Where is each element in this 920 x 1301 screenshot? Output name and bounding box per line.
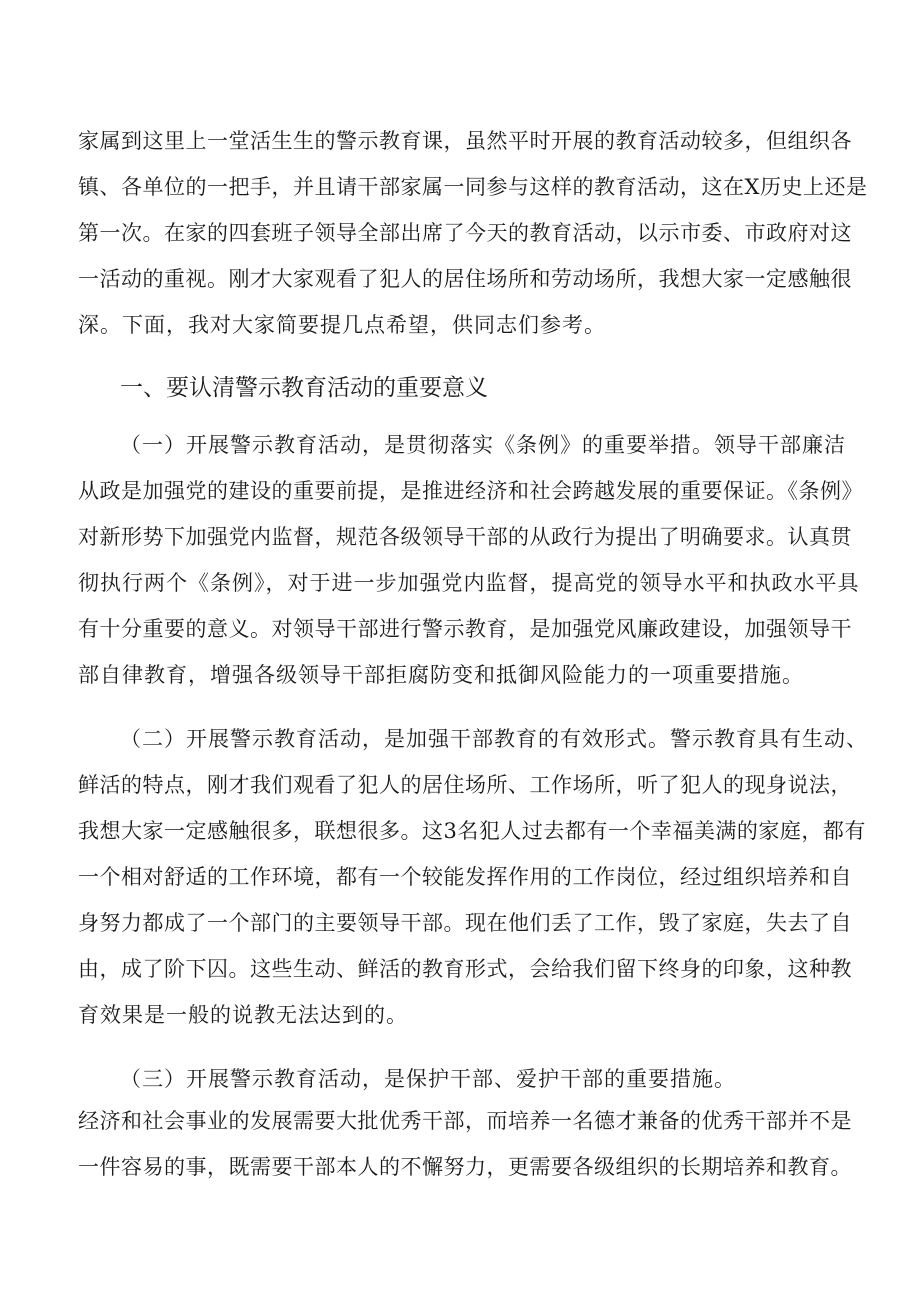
section-2-line-6: 由，成了阶下囚。这些生动、鲜活的教育形式，会给我们留下终身的印象，这种教 <box>78 957 852 981</box>
section-2-line-2: 鲜活的特点，刚才我们观看了犯人的居住场所、工作场所，听了犯人的现身说法， <box>78 773 852 797</box>
section-2-line-7: 育效果是一般的说教无法达到的。 <box>78 1003 408 1027</box>
section-1-line-6: 部自律教育，增强各级领导干部拒腐防变和抵御风险能力的一项重要措施。 <box>78 663 804 687</box>
section-1-line-1: （一）开展警示教育活动，是贯彻落实《条例》的重要举措。领导干部廉洁 <box>120 433 846 457</box>
section-2-line-4: 一个相对舒适的工作环境，都有一个较能发挥作用的工作岗位，经过组织培养和自 <box>78 865 852 889</box>
intro-line-1: 家属到这里上一堂活生生的警示教育课，虽然平时开展的教育活动较多，但组织各 <box>78 129 852 153</box>
section-1-line-3: 对新形势下加强党内监督，规范各级领导干部的从政行为提出了明确要求。认真贯 <box>78 525 852 549</box>
section-1-line-4: 彻执行两个《条例》，对于进一步加强党内监督，提高党的领导水平和执政水平具 <box>78 571 860 595</box>
intro-line-5: 深。下面，我对大家简要提几点希望，供同志们参考。 <box>78 313 606 337</box>
intro-line-2: 镇、各单位的一把手，并且请干部家属一同参与这样的教育活动，这在X历史上还是 <box>78 175 868 199</box>
section-1-line-2: 从政是加强党的建设的重要前提，是推进经济和社会跨越发展的重要保证。《条例》 <box>78 479 863 503</box>
section-2-line-1: （二）开展警示教育活动，是加强干部教育的有效形式。警示教育具有生动、 <box>120 727 868 751</box>
section-2-line-3: 我想大家一定感触很多，联想很多。这3名犯人过去都有一个幸福美满的家庭，都有 <box>78 819 866 843</box>
section-3-line-1: （三）开展警示教育活动，是保护干部、爱护干部的重要措施。 <box>120 1067 736 1091</box>
section-3-line-2: 经济和社会事业的发展需要大批优秀干部，而培养一名德才兼备的优秀干部并不是 <box>78 1109 852 1133</box>
section-heading-1: 一、要认清警示教育活动的重要意义 <box>120 375 488 401</box>
intro-line-3: 第一次。在家的四套班子领导全部出席了今天的教育活动，以示市委、市政府对这 <box>78 221 852 245</box>
section-3-line-3: 一件容易的事，既需要干部本人的不懈努力，更需要各级组织的长期培养和教育。 <box>78 1155 852 1179</box>
intro-line-4: 一活动的重视。刚才大家观看了犯人的居住场所和劳动场所，我想大家一定感触很 <box>78 267 852 291</box>
section-1-line-5: 有十分重要的意义。对领导干部进行警示教育，是加强党风廉政建设，加强领导干 <box>78 617 852 641</box>
section-2-line-5: 身努力都成了一个部门的主要领导干部。现在他们丢了工作，毁了家庭，失去了自 <box>78 911 852 935</box>
